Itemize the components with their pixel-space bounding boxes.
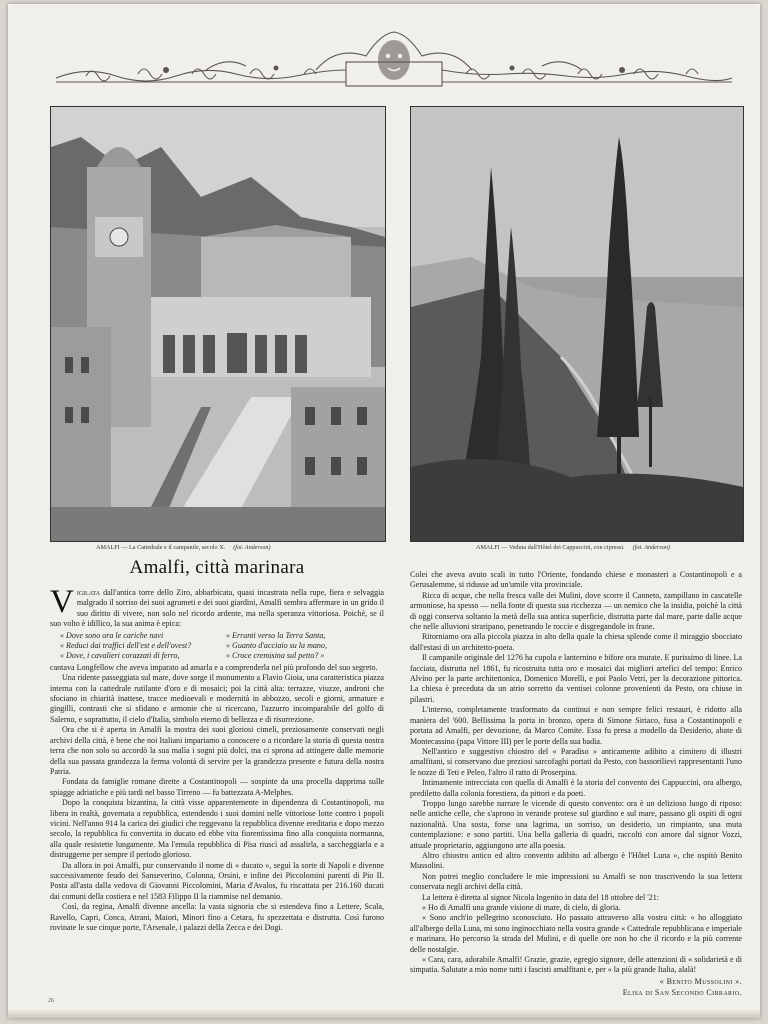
letter-signature: « Benito Mussolini ».	[659, 976, 742, 986]
verse-line: « Guanto d'acciaio su la mano,	[226, 641, 327, 651]
page-fold	[8, 1010, 760, 1018]
paragraph: Altro chiostro antico ed altro convento adibito ad albergo è l'Hôtel Luna », che ospitò Benito Mussolini.	[410, 850, 742, 871]
right-caption-text: AMALFI — Veduta dall'Hôtel dei Cappuccini, con cipressi.	[476, 544, 625, 551]
paragraph: Intimamente intrecciata con quella di Amalfi è la storia del convento dei Cappuccini, ora albergo, prediletto dalla colonia forestiera, da pittori e da poeti.	[410, 778, 742, 798]
letter-line: « Sono anch'io pellegrino sconosciuto. Ho passato attraverso alla vostra città: « ho alloggiato all'albergo della Luna, mi sono inginocchiato nella vostra grande « Cattedrale repubblicana e imperiale e marinara. Ho percorso la strada del Mulini, e di quelle ore non ho che il ricordo e la più corrente delle nostalgie.	[410, 913, 742, 954]
verse-line: « Croce cremisina sul petto? »	[226, 651, 325, 661]
verse-line: « Reduci dai traffici dell'est e dell'ovest?	[60, 641, 192, 651]
article-column-right	[410, 570, 742, 999]
paragraph: Da allora in poi Amalfi, pur conservando il nome di « ducato », seguì la sorte di Napoli e divenne successivamente feudo dei Sanseverino, Colonna, Orsini, e infine dei Piccolomini parenti di Pio II. Posta all'asta dalla vedova di Giovanni Piccolomini, Maria d'Avalos, fu riscattata per 216.160 ducati dai comuni della costiera e nel 1583 Filippo II la riammise nel demanio.	[50, 860, 384, 901]
verse-line: « Dove, i cavalieri corazzati di ferro,	[60, 651, 180, 661]
letter-line: « Cara, cara, adorabile Amalfi! Grazie, grazie, egregio signore, delle attenzioni di « solidarietà e di simpatia. Salutate a mio nome tutti i fascisti amalfitani e, per « la più grande Italia, alalà!	[410, 955, 742, 975]
paragraph: Una ridente passeggiata sul mare, dove sorge il monumento a Flavio Gioia, una caratteristica piazza interna con la cattedrale rutilante d'oro e di mosaici; poi la città alta: terrazze, viuzze, androni che sfociano in chiarità inattese, tracce medioevali e modernità in abbozzo, secoli e giorni, armature e gingilli, contrasti che si sfidano e armonie che si ricercano, l'azzurro incomparabile del golfo di Salerno, e soprattutto, il cielo d'Italia, simbolo eterno di bellezza e di risurrezione.	[50, 673, 384, 724]
paragraph: Il campanile originale del 1276 ha cupola e lanternino e bifore ora murate. E purissimo di linee. La facciata, distrutta nel 1861, fu ricostruita tutta oro e mosaici dai migliori artefici del tempo: Enrico Alvino per la parte architettonica, Domenico Morelli, e poi Paolo Vetri, per la decorazione pittorica. La chiesa è preceduta da un atrio sorretto da ventisei colonne provenienti da Pesto, ora chiuse in pilastri.	[410, 653, 742, 704]
paragraph: L'interno, completamente trasformato da continui e non sempre felici restauri, è ridotto alla maniera del '600. Bellissima la porta in bronzo, opera di Simone Siriaco, fusa a Costantinopoli e portata ad Amalfi, per devozione, da Marco Comite. Essa fu presa a modello da Desiderio, abate di Montecassino (papa Vittore III) per le porte della sua badia.	[410, 705, 742, 746]
paragraph	[50, 584, 384, 630]
paragraph: Così, da regina, Amalfi divenne ancella: la vasta signoria che si estendeva fino a Lettere, Scala, Ravello, Capri, Conca, Atrani, Maiori, Minori fino a Cetara, fu spezzettata e distrutta. Così furono rovinate le sue cinque porte, l'Arsenale, i palazzi della Zecca e dei Dogi.	[50, 902, 384, 932]
verse-line: « Dove sono ora le cariche navi	[60, 630, 164, 640]
article-title: Amalfi, città marinara	[129, 557, 305, 578]
paragraph: Fondata da famiglie romane dirette a Costantinopoli — sospinte da una procella dapprima sulle spiagge adriatiche e più tardi nel basso Tirreno — fu battezzata A-Melphes.	[50, 777, 384, 797]
paragraph: Nell'antico e suggestivo chiostro del « Paradiso » anticamente adibito a cimitero di illustri amalfitani, si conservano due preziosi sarcofaghi portati da Pesto, con bassorilievi rappresentanti l'uno le nozze di Teti e Peleo, l'altro il ratto di Proserpina.	[410, 746, 742, 777]
article-column-left	[50, 584, 384, 933]
paragraph: cantava Longfellow che aveva imparato ad amarla e a comprenderla nel più profondo del suo segreto.	[50, 662, 378, 672]
paragraph: Colei che aveva avuto scali in tutto l'Oriente, fondando chiese e monasteri a Costantinopoli e a Gerusalemme, si ridusse ad un'umile vita provinciale.	[410, 570, 742, 590]
page-number: 26	[48, 998, 54, 1004]
paragraph: La lettera è diretta al signor Nicola Ingenito in data del 18 ottobre del '21:	[422, 892, 659, 902]
paragraph-text: dall'antica torre dello Ziro, abbarbicata, quasi incastrata nella rupe, fiera e selvaggia malgrado il sorriso dei suoi agrumeti e dei suoi giardini, Amalfi sembra affermare in un grido il suo diritto di vivere, non solo nel ricordo ardente, ma nella speranza vittoriosa. Poichè, se il suo volto è idillico, la sua anima è epica:	[50, 588, 384, 629]
lead-word: igilata	[76, 588, 101, 597]
paragraph: Ritorniamo ora alla piccola piazza in alto della quale la chiesa splende come il miraggio sbocciato dall'estasi di un architetto-poeta.	[410, 632, 742, 652]
right-photo-caption	[476, 544, 670, 551]
left-caption-credit: (fot. Anderson)	[233, 544, 271, 551]
author-signature: Elisa di San Secondo Cirrario.	[622, 988, 742, 998]
paragraph: Dopo la conquista bizantina, la città visse apparentemente in dipendenza di Costantinopoli, ma libera in realtà, governata a repubblica, estendendo i suoi domini nelle vittoriose lotte contro i popoli vicini. Nell'anno 914 la carica dei giudici che reggevano la repubblica divenne ereditaria e dopo mezzo secolo, la repubblica fu convertita in ducato ed ebbe vita fiorentissima fino alla conquista normanna, alla quale resistette lungamente. Ma l'emula repubblica di Pisa riuscì ad assalirla, a saccheggiarla e a distruggerne per sempre il periodo glorioso.	[50, 798, 384, 860]
magazine-page	[8, 4, 760, 1018]
left-photo-caption	[96, 544, 271, 551]
cypress-photo	[410, 106, 744, 542]
verse-line: « Erranti verso la Terra Santa,	[226, 630, 326, 640]
paragraph: Ora che si è aperta in Amalfi la mostra dei suoi gloriosi cimeli, preziosamente conservati negli archivi della città, è bene che noi Italiani impariamo a conoscere o a ricordare la storia di questa nostra terra che non solo su accordò la sua malìa i sogni più dolci, ma ci sprona ad attingere dalle memorie della sua passata grandezza la ferma volontà di servire per la grandezza presente e futura della nostra Patria.	[50, 725, 384, 776]
cathedral-photo	[50, 106, 386, 542]
letter-line: « Ho di Amalfi una grande visione di mare, di cielo, di gloria.	[422, 903, 621, 912]
paragraph: Ricca di acque, che nella fresca valle dei Mulini, dove scorre il Canneto, zampillano in cascatelle armoniose, ha spesso — nella fonte di questa sua ricchezza — un nemico che la insidia, poichè la città di oggi conserva soltanto la metà della sua antica superficie, distrutta parte dal mare, parte dalle acque che nelle alluvioni straripano, penetrando le roccie e disgregandole in frane.	[410, 590, 742, 632]
verse-quote	[60, 631, 384, 662]
right-caption-credit: (fot. Anderson)	[632, 544, 670, 551]
paragraph: Troppo lungo sarebbe narrare le vicende di questo convento: ora è un delizioso luogo di riposo: nelle antiche celle, che s'aprono in verande protese sul giardino e sul mare, passano gli ospiti di ogni nazionalità. Una sosta, forse una lagrima, un sorriso, un desiderio, un rimpianto, una muta contemplazione: e sono partiti. Una bella galleria di quadri, raccolti con amore dal signor Vozzi, attuale proprietario, aggiungono arte alla poesia.	[410, 798, 742, 850]
left-caption-text: AMALFI — La Cattedrale e il campanile, secolo X.	[96, 544, 226, 551]
dropcap: V	[50, 584, 74, 620]
paragraph: Non potrei meglio concludere le mie impressioni su Amalfi se non trascrivendo la sua lettera conservata negli archivi della città.	[410, 871, 742, 892]
header-ornament	[46, 26, 742, 96]
